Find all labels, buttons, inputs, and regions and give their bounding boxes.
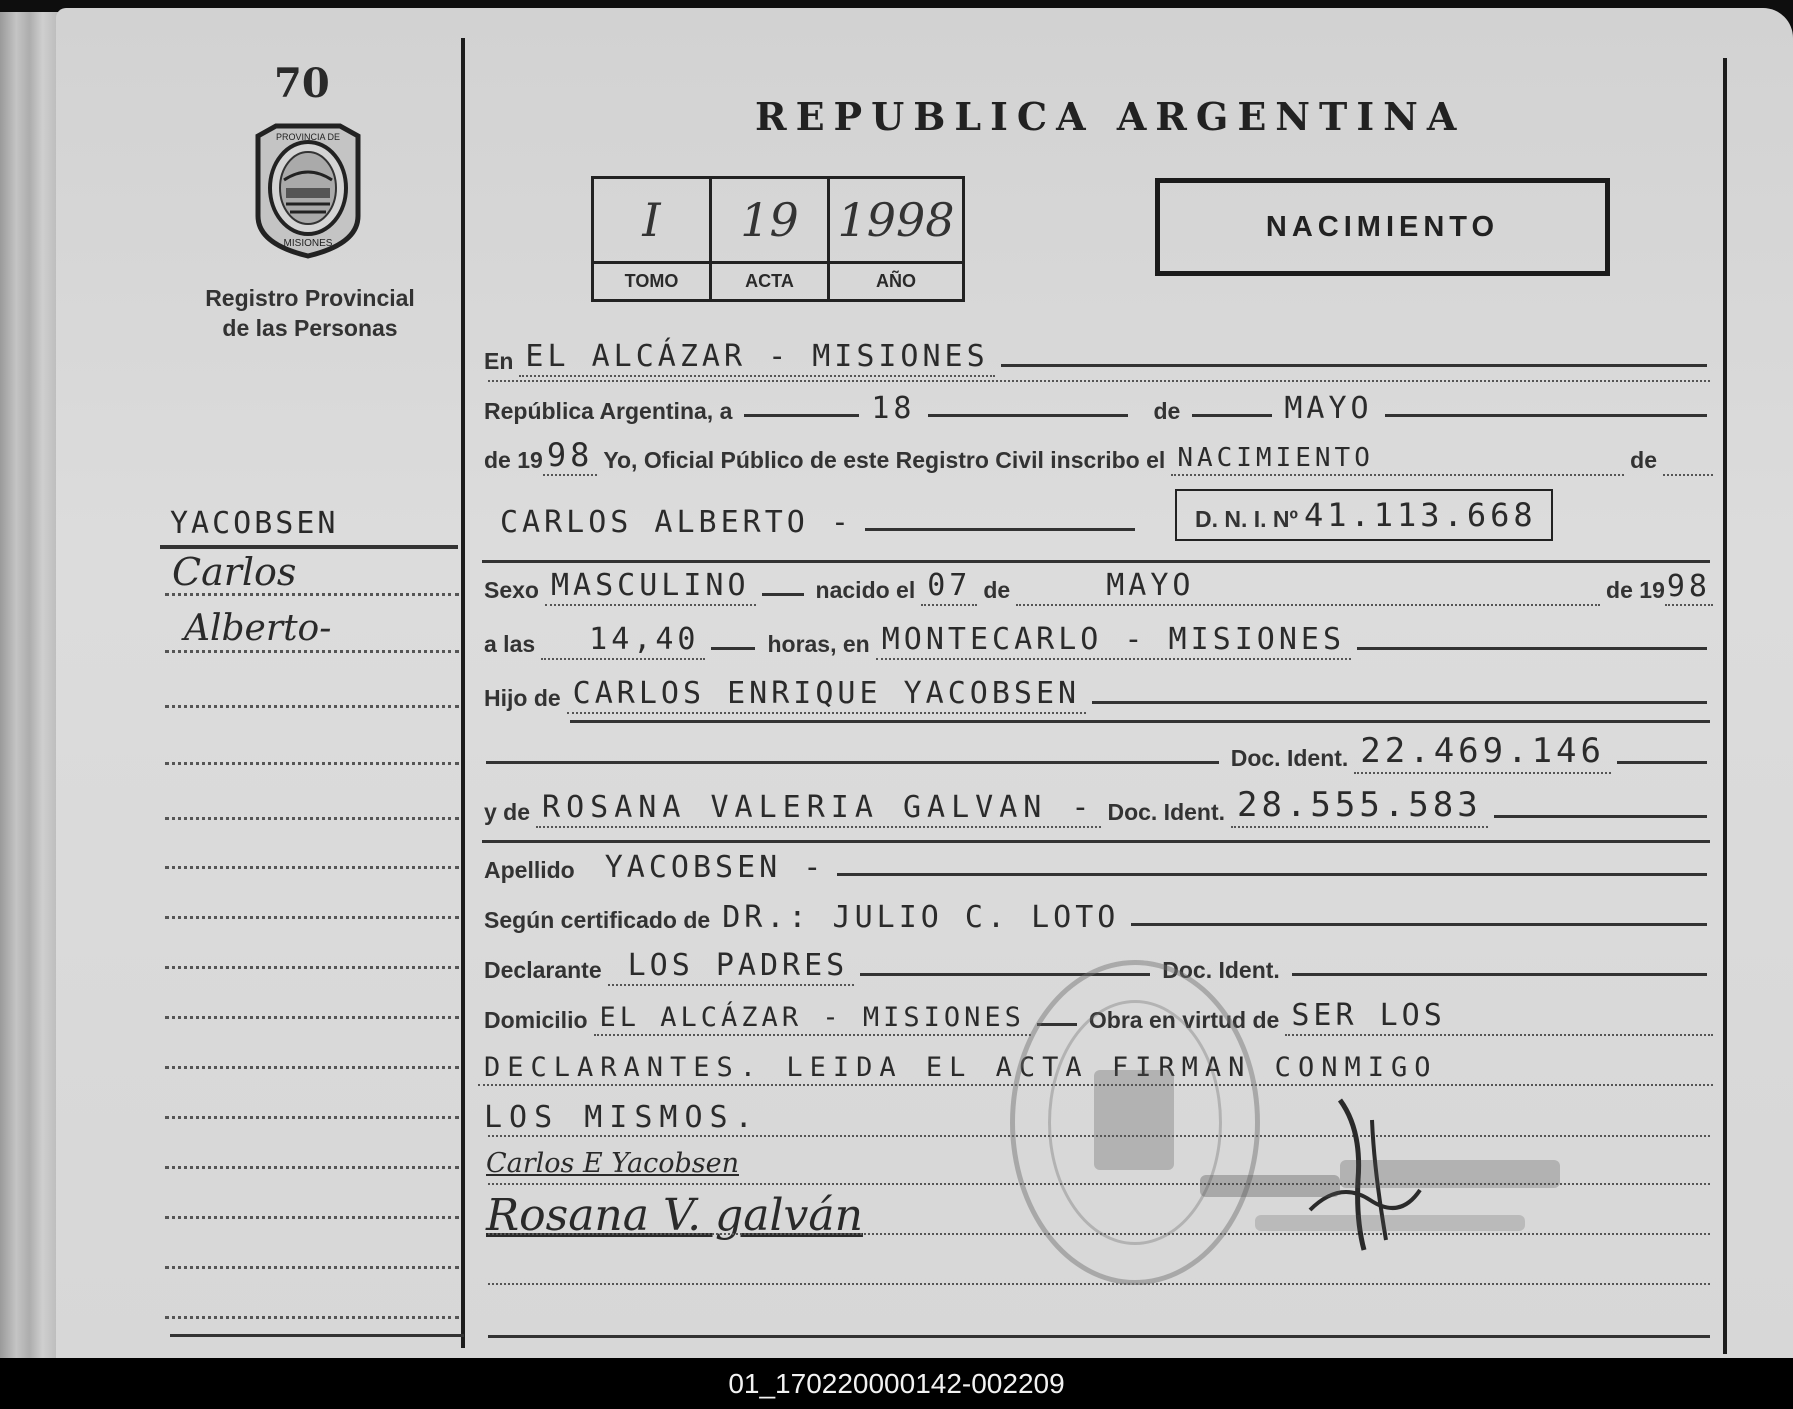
signature-mother: Rosana V. galván	[486, 1190, 863, 1241]
fill-dash	[1385, 414, 1707, 417]
de19-label: de 19	[484, 447, 543, 473]
doc-label: Doc. Ident.	[1162, 957, 1280, 983]
registrar-stamp-mark	[1255, 1215, 1525, 1231]
apellido-value: YACOBSEN -	[604, 850, 826, 885]
declarante-value: LOS PADRES	[608, 948, 855, 986]
country-title: REPUBLICA ARGENTINA	[755, 94, 1466, 139]
apellido-label: Apellido	[484, 857, 575, 883]
fill-dash	[1292, 973, 1707, 976]
act-type: NACIMIENTO	[1265, 210, 1500, 243]
fill-dots	[1663, 474, 1713, 476]
nacido-label: nacido el	[815, 577, 916, 603]
form-rule	[570, 720, 1710, 723]
fill-dash	[1617, 761, 1707, 764]
republica-label: República Argentina, a	[484, 398, 733, 424]
fill-dash	[486, 761, 1219, 764]
margin-bottom-rule	[170, 1334, 464, 1337]
certificado-value: DR.: JULIO C. LOTO	[722, 900, 1120, 935]
tomo-value: I	[593, 178, 711, 263]
fill-dash	[1001, 364, 1707, 367]
declarante-label: Declarante	[484, 957, 602, 983]
acta-value: 19	[711, 178, 829, 263]
en-label: En	[484, 348, 514, 374]
act-inscribed-value: NACIMIENTO	[1171, 443, 1624, 476]
margin-line	[165, 762, 459, 765]
birth-year-value: 98	[1666, 569, 1711, 604]
dni-value: 41.113.668	[1303, 496, 1537, 534]
fill-dash	[1131, 923, 1707, 926]
obra-label: Obra en virtud de	[1088, 1007, 1280, 1033]
row-certificado	[478, 890, 1713, 936]
row-apellido	[478, 840, 1713, 886]
domicilio-value: EL ALCÁZAR - MISIONES	[594, 1002, 1031, 1036]
image-code: 01_170220000142-002209	[728, 1368, 1065, 1399]
margin-line	[165, 1016, 459, 1019]
image-code-footer	[0, 1358, 1793, 1409]
de-label: de	[1153, 398, 1181, 424]
ano-value: 1998	[829, 178, 964, 263]
mother-value: ROSANA VALERIA GALVAN -	[536, 790, 1101, 828]
registry-name-line2: de las Personas	[222, 315, 398, 341]
column-divider	[461, 38, 465, 1348]
father-doc-value: 22.469.146	[1354, 731, 1611, 774]
fill-dash	[744, 414, 859, 417]
margin-given-name-2: Alberto-	[184, 608, 332, 649]
doc-label: Doc. Ident.	[1230, 745, 1349, 771]
doc-label: Doc. Ident.	[1107, 799, 1226, 825]
yde-label: y de	[484, 799, 531, 825]
ano-label: AÑO	[829, 263, 964, 301]
fill-dash	[865, 528, 1135, 531]
row-place	[478, 333, 1713, 377]
margin-line	[165, 1066, 459, 1069]
obra-value: SER LOS	[1285, 998, 1713, 1036]
year-value: 98	[543, 436, 598, 476]
row-date	[478, 383, 1713, 427]
yo-oficial-text: Yo, Oficial Público de este Registro Civil inscribo el	[603, 447, 1166, 473]
form-rule	[488, 1283, 1710, 1285]
row-father-doc	[478, 726, 1713, 774]
margin-line	[165, 966, 459, 969]
registrar-stamp-mark	[1340, 1160, 1560, 1188]
row-time-place	[478, 614, 1713, 660]
row-sex	[478, 560, 1713, 606]
form-rule	[488, 380, 1710, 382]
mother-doc-value: 28.555.583	[1231, 785, 1488, 828]
dni-box	[1175, 489, 1553, 541]
birth-month-value: MAYO	[1016, 568, 1600, 606]
fill-dash	[711, 647, 755, 650]
margin-line	[165, 916, 459, 919]
margin-line	[165, 1166, 459, 1169]
row-father	[478, 668, 1713, 714]
margin-line	[165, 705, 459, 708]
margin-line	[165, 1116, 459, 1119]
fill-dash	[1092, 701, 1707, 704]
form-bottom-rule	[488, 1335, 1710, 1338]
birth-place-value: MONTECARLO - MISIONES	[876, 622, 1351, 660]
margin-line	[165, 1316, 459, 1319]
misiones-province-seal-icon	[246, 118, 370, 260]
fill-dash	[762, 593, 804, 596]
seal-center-mark	[1094, 1070, 1174, 1170]
hora-value: 14,40	[541, 622, 705, 660]
margin-line	[165, 593, 459, 596]
row-name	[478, 479, 1713, 541]
day-value: 18	[871, 391, 916, 426]
alas-label: a las	[484, 631, 536, 657]
registrar-stamp-mark	[1200, 1175, 1340, 1197]
father-value: CARLOS ENRIQUE YACOBSEN	[567, 676, 1086, 714]
emblem-top-text: PROVINCIA DE	[275, 132, 341, 142]
dni-label: D. N. I. Nº	[1194, 506, 1298, 532]
segun-label: Según certificado de	[484, 907, 711, 933]
acta-reference-table	[591, 176, 965, 302]
tomo-label: TOMO	[593, 263, 711, 301]
margin-line	[165, 650, 459, 653]
fill-dash	[1192, 414, 1272, 417]
margin-line	[165, 866, 459, 869]
place-value: EL ALCÁZAR - MISIONES	[519, 339, 994, 377]
hijo-label: Hijo de	[484, 685, 561, 711]
row-mother	[478, 780, 1713, 828]
sexo-value: MASCULINO	[545, 568, 756, 606]
right-border	[1723, 58, 1727, 1354]
fill-dash	[1494, 815, 1707, 818]
emblem-bottom-text: MISIONES	[283, 238, 333, 249]
de-end-label: de	[1630, 447, 1657, 473]
margin-line	[165, 817, 459, 820]
birth-day-value: 07	[921, 568, 977, 606]
de19-label: de 19	[1606, 577, 1665, 603]
de-label: de	[983, 577, 1011, 603]
domicilio-label: Domicilio	[484, 1007, 588, 1033]
registry-name-line1: Registro Provincial	[205, 285, 415, 311]
month-value: MAYO	[1284, 391, 1373, 426]
acta-label: ACTA	[711, 263, 829, 301]
fill-dash	[837, 873, 1707, 876]
row-year	[478, 432, 1713, 476]
signature-father: Carlos E Yacobsen	[486, 1148, 739, 1179]
margin-given-name-1: Carlos	[172, 550, 297, 594]
margin-rule	[160, 545, 458, 549]
person-name-value: CARLOS ALBERTO -	[500, 505, 853, 540]
margin-line	[165, 1266, 459, 1269]
margin-surname: YACOBSEN	[170, 506, 339, 541]
act-type-box	[1155, 178, 1610, 276]
fill-dash	[1357, 647, 1707, 650]
continuation-line-2: LOS MISMOS.	[484, 1100, 760, 1135]
folio-number: 70	[274, 60, 330, 107]
horas-label: horas, en	[767, 631, 870, 657]
margin-line	[165, 1216, 459, 1219]
fill-dash	[928, 414, 1128, 417]
continuation-line-1: DECLARANTES. LEIDA EL ACTA FIRMAN CONMIGO	[478, 1052, 1713, 1086]
sexo-label: Sexo	[484, 577, 539, 603]
